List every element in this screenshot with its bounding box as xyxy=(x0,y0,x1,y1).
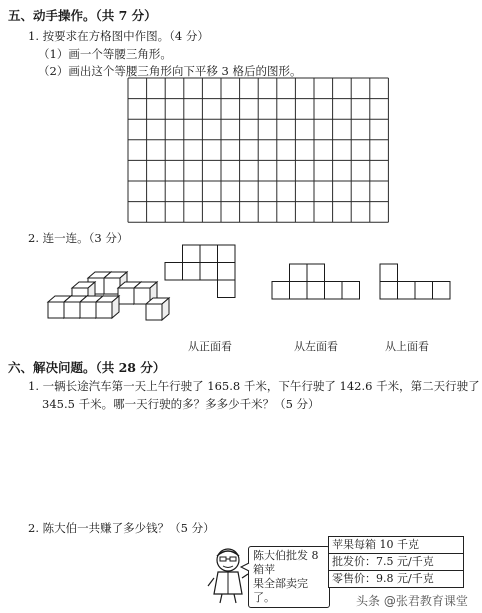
section5-q1-sub1: （1）画一个等腰三角形。 xyxy=(38,47,172,61)
section6-q1-line1: 1. 一辆长途汽车第一天上午行驶了 165.8 千米，下午行驶了 142.6 千米，第二天行驶了 xyxy=(28,379,480,393)
section6-title: 六、解决问题。（共 28 分） xyxy=(8,360,166,375)
section5-title: 五、动手操作。（共 7 分） xyxy=(8,8,157,23)
section5-q1-label: 1. 按要求在方格图中作图。（4 分） xyxy=(28,29,209,43)
price-info-box xyxy=(328,536,464,588)
top-view-shape xyxy=(380,264,450,299)
speech-bubble xyxy=(248,546,330,608)
view-label-left: 从左面看 xyxy=(294,340,338,353)
section6-q2-label: 2. 陈大伯一共赚了多少钱？（5 分） xyxy=(28,521,215,535)
section6-q1-line2: 345.5 千米。哪一天行驶的多？多多少千米？（5 分） xyxy=(42,397,320,411)
section5-q2-label: 2. 连一连。（3 分） xyxy=(28,231,129,245)
info-crates: 苹果每箱 10 千克 xyxy=(329,537,463,554)
farmer-cartoon-icon xyxy=(210,546,250,604)
info-wholesale-price: 批发价：7.5 元/千克 xyxy=(329,554,463,571)
info-retail-price: 零售价：9.8 元/千克 xyxy=(332,572,434,585)
front-view-shape xyxy=(165,245,235,298)
bubble-tail xyxy=(240,562,252,572)
view-label-top: 从上面看 xyxy=(385,340,429,353)
section5-q1-sub2: （2）画出这个等腰三角形向下平移 3 格后的图形。 xyxy=(38,64,302,78)
left-view-shape xyxy=(272,264,360,299)
bubble-line2: 果全部卖完了。 xyxy=(253,577,308,604)
view-label-front: 从正面看 xyxy=(188,340,232,353)
bubble-line1: 陈大伯批发 8 箱苹 xyxy=(253,549,319,576)
watermark: 头条 @张君教育课堂 xyxy=(356,594,468,608)
